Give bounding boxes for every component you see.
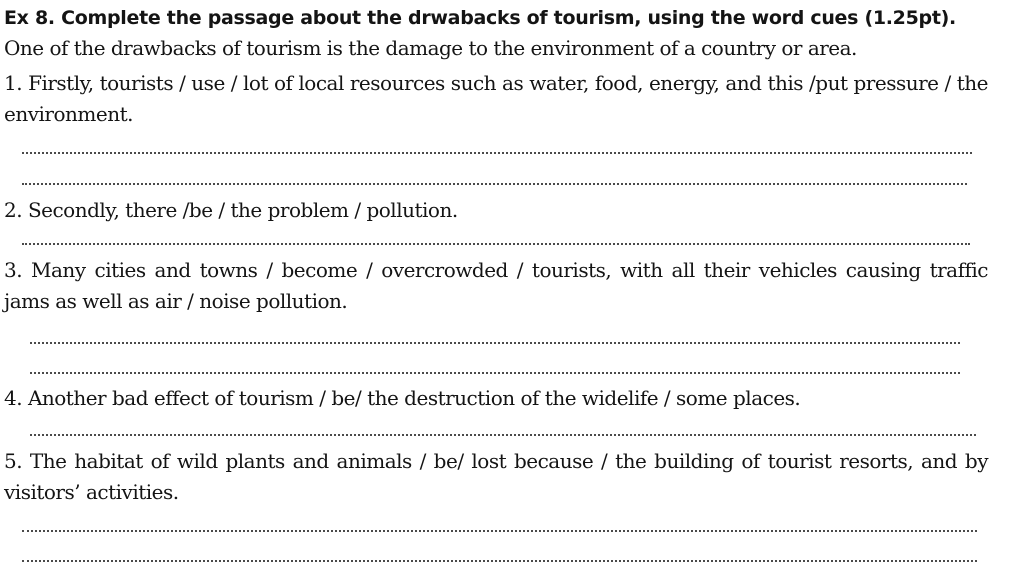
question-1: 1. Firstly, tourists / use / lot of local resources such as water, food, energy, and this /put pressure / the environment.	[4, 71, 988, 126]
intro-sentence: One of the drawbacks of tourism is the damage to the environment of a country or area.	[4, 36, 857, 60]
question-5: 5. The habitat of wild plants and animals / be/ lost because / the building of tourist resorts, and by visitors’ activities.	[4, 449, 988, 504]
answer-line-3a[interactable]	[30, 342, 960, 344]
answer-line-5a[interactable]	[22, 530, 977, 532]
answer-line-3b[interactable]	[30, 372, 960, 374]
answer-line-5b[interactable]	[22, 560, 977, 562]
answer-line-4[interactable]	[30, 434, 976, 436]
question-2: 2. Secondly, there /be / the problem / pollution.	[4, 198, 458, 222]
question-3: 3. Many cities and towns / become / overcrowded / tourists, with all their vehicles causing traffic jams as well as air / noise pollution.	[4, 258, 988, 313]
question-4: 4. Another bad effect of tourism / be/ the destruction of the widelife / some places.	[4, 386, 801, 410]
answer-line-2[interactable]	[22, 243, 970, 245]
answer-line-1a[interactable]	[22, 152, 972, 154]
answer-line-1b[interactable]	[22, 183, 967, 185]
exercise-title: Ex 8. Complete the passage about the drwabacks of tourism, using the word cues (1.25pt).	[4, 7, 956, 29]
